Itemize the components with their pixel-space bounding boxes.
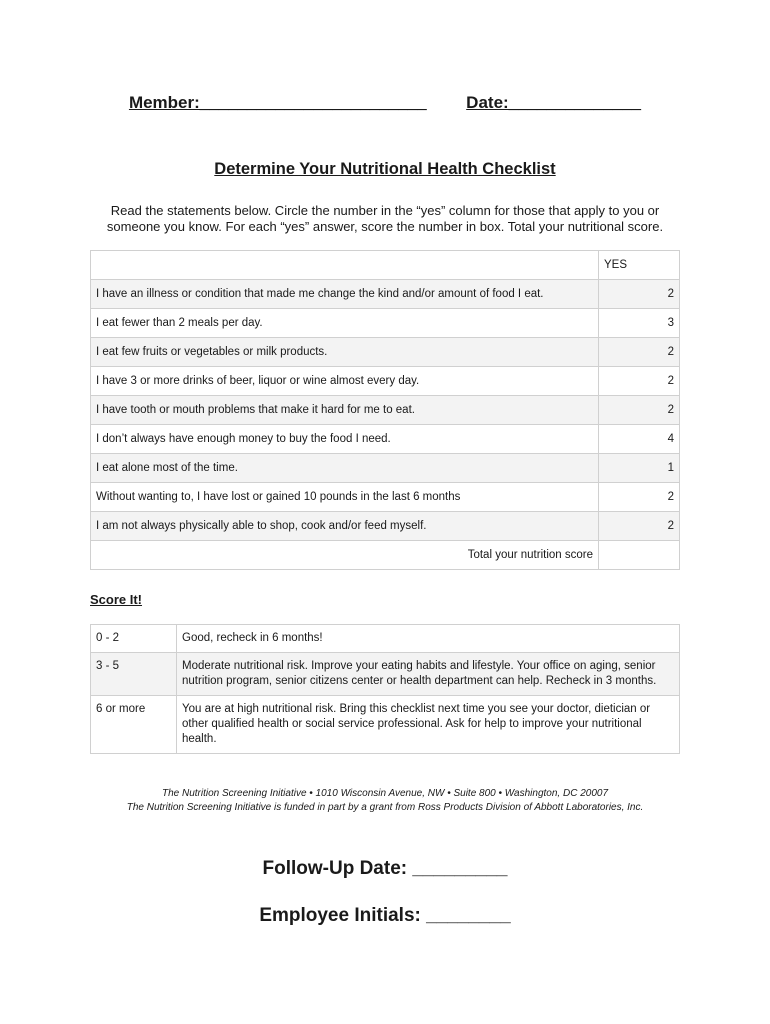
- points-cell[interactable]: 2: [599, 512, 680, 541]
- table-row: [91, 425, 680, 454]
- statement-cell: I eat fewer than 2 meals per day.: [91, 309, 599, 338]
- table-row: [91, 454, 680, 483]
- table-row: [91, 512, 680, 541]
- table-row: [91, 483, 680, 512]
- table-row: [91, 280, 680, 309]
- employee-initials-field[interactable]: Employee Initials: ________: [259, 905, 511, 926]
- followup-date-field[interactable]: Follow-Up Date: _________: [262, 858, 508, 879]
- score-row: [91, 625, 680, 653]
- score-range: 0 - 2: [91, 625, 177, 653]
- statement-cell: I have an illness or condition that made me change the kind and/or amount of food I eat.: [91, 280, 599, 309]
- member-field[interactable]: Member:________________________: [128, 93, 427, 112]
- table-row: [91, 338, 680, 367]
- table-row: [91, 367, 680, 396]
- total-row: [91, 541, 680, 570]
- checklist-table: [90, 250, 680, 570]
- score-description: You are at high nutritional risk. Bring this checklist next time you see your doctor, dietician or other qualified health or social service professional. Ask for help to improve your nutritional health.: [177, 696, 680, 754]
- statement-cell: Without wanting to, I have lost or gained 10 pounds in the last 6 months: [91, 483, 599, 512]
- score-description: Moderate nutritional risk. Improve your eating habits and lifestyle. Your office on aging, senior nutrition program, senior citizens center or health department can help. Recheck in 3 months.: [177, 653, 680, 696]
- points-cell[interactable]: 1: [599, 454, 680, 483]
- points-cell[interactable]: 3: [599, 309, 680, 338]
- statement-cell: I have tooth or mouth problems that make it hard for me to eat.: [91, 396, 599, 425]
- table-row: [91, 396, 680, 425]
- score-table: [90, 624, 680, 754]
- yes-header: YES: [599, 251, 680, 280]
- statement-cell: I have 3 or more drinks of beer, liquor or wine almost every day.: [91, 367, 599, 396]
- page-title: Determine Your Nutritional Health Checklist: [214, 160, 556, 178]
- date-field[interactable]: Date:______________: [466, 93, 642, 112]
- score-description: Good, recheck in 6 months!: [177, 625, 680, 653]
- footer-address: The Nutrition Screening Initiative • 1010 Wisconsin Avenue, NW • Suite 800 • Washington, DC 20007: [161, 788, 609, 799]
- points-cell[interactable]: 2: [599, 396, 680, 425]
- score-it-heading: Score It!: [90, 592, 143, 607]
- score-row: [91, 696, 680, 754]
- points-cell[interactable]: 2: [599, 338, 680, 367]
- statement-header: [91, 251, 599, 280]
- intro-text: Read the statements below. Circle the number in the “yes” column for those that apply to you or someone you know. For each “yes” answer, score the number in box. Total your nutritional score.: [106, 203, 664, 234]
- score-row: [91, 653, 680, 696]
- footer: [90, 787, 680, 815]
- score-range: 3 - 5: [91, 653, 177, 696]
- total-label: Total your nutrition score: [91, 541, 599, 570]
- statement-cell: I eat alone most of the time.: [91, 454, 599, 483]
- total-score-field[interactable]: [599, 541, 680, 570]
- member-date-line: [0, 93, 770, 113]
- table-row: [91, 309, 680, 338]
- score-range: 6 or more: [91, 696, 177, 754]
- statement-cell: I don’t always have enough money to buy the food I need.: [91, 425, 599, 454]
- points-cell[interactable]: 4: [599, 425, 680, 454]
- points-cell[interactable]: 2: [599, 367, 680, 396]
- points-cell[interactable]: 2: [599, 483, 680, 512]
- statement-cell: I am not always physically able to shop, cook and/or feed myself.: [91, 512, 599, 541]
- statement-cell: I eat few fruits or vegetables or milk products.: [91, 338, 599, 367]
- table-header-row: [91, 251, 680, 280]
- footer-funding: The Nutrition Screening Initiative is funded in part by a grant from Ross Products Division of Abbott Laboratories, Inc.: [126, 802, 644, 813]
- points-cell[interactable]: 2: [599, 280, 680, 309]
